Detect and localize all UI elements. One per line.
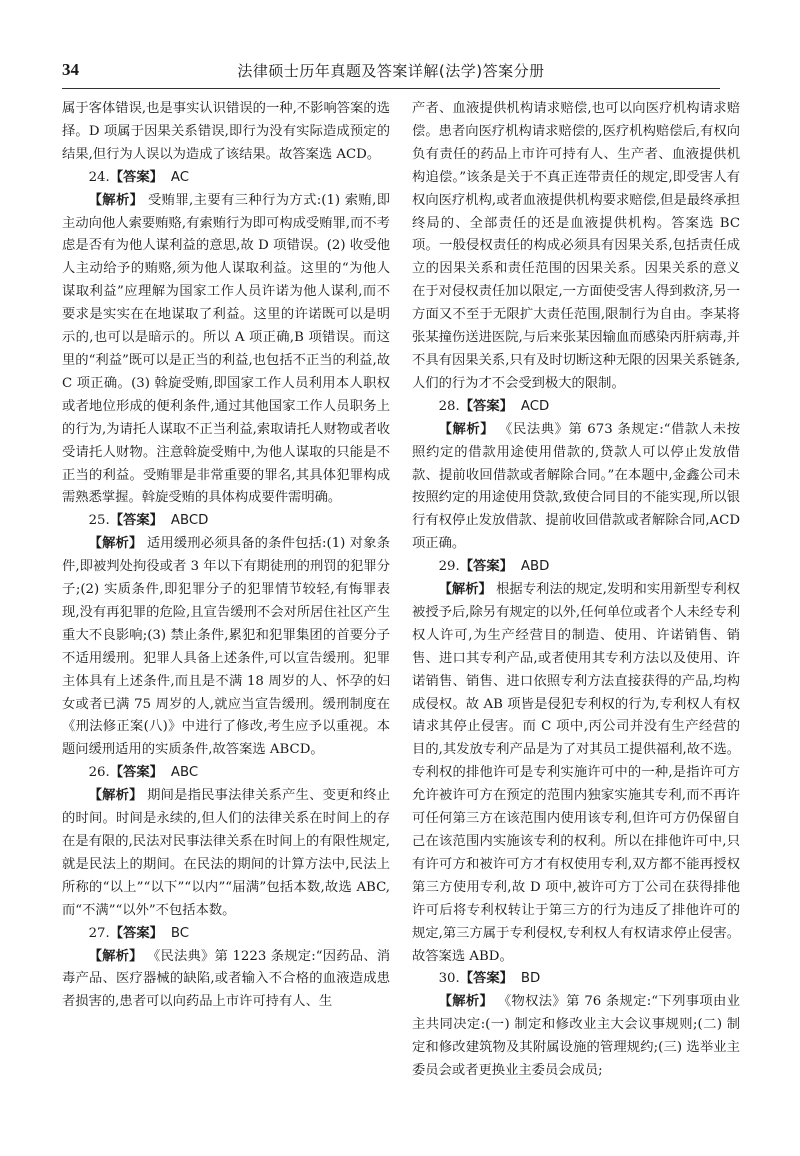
analysis-label: 【解析】 [438, 421, 495, 437]
continuation-paragraph: 产者、血液提供机构请求赔偿,也可以向医疗机构请求赔偿。患者向医疗机构请求赔偿的,医疗机构赔偿后,有权向负有责任的药品上市许可持有人、生产者、血液提供机构追偿。”该条是关于不真正连带责任的规定,即受害人有权向医疗机构,或者血液提供机构要求赔偿,但是最终承担终局的、全部责任的还是血液提供机构。答案选 BC 项。一般侵权责任的构成必须具有因果关系,包括责任成立的因果关系和责任范围的因果关系。因果关系的意义在于对侵权责任加以限定,一方面使受害人得到救济,另一方面又不至于无限扩大责任范围,限制行为自由。李某将张某撞伤送进医院,与后来张某因输血而感染丙肝病毒,并不具有因果关系,只有及时切断这种无限的因果关系链条,人们的行为才不会受到极大的限制。 [412, 101, 740, 391]
analysis-paragraph-29 [412, 579, 740, 968]
analysis-text: 适用缓刑必须具备的条件包括:(1) 对象条件,即被判处拘役或者 3 年以下有期徒刑的刑罚的犯罪分子;(2) 实质条件,即犯罪分子的犯罪情节较轻,有悔罪表现,没有再犯罪的危险,且宣告缓刑不会对所居住社区产生重大不良影响;(3) 禁止条件,累犯和犯罪集团的首要分子不适用缓刑。犯罪人具备上述条件,可以宣告缓刑。犯罪主体具有上述条件,而且是不满 18 周岁的人、怀孕的妇女或者已满 75 周岁的人,就应当宣告缓刑。缓刑制度在《刑法修正案(八)》中进行了修改,考生应予以重视。本题问缓刑适用的实质条件,故答案选 ABCD。 [62, 536, 390, 758]
analysis-label: 【解析】 [88, 788, 143, 804]
answer-line-30 [412, 968, 740, 991]
analysis-paragraph-26 [62, 785, 390, 922]
analysis-text: 根据专利法的规定,发明和实用新型专利权被授予后,除另有规定的以外,任何单位或者个人未经专利权人许可,为生产经营目的制造、使用、许诺销售、销售、进口其专利产品,或者使用其专利方法以及使用、许诺销售、销售、进口依照专利方法直接获得的产品,均构成侵权。故 AB 项皆是侵犯专利权的行为,专利权人有权请求其停止侵害。而 C 项中,丙公司并没有生产经营的目的,其发放专利产品是为了对其员工提供福利,故不选。专利权的排他许可是专利实施许可中的一种,是指许可方允许被许可方在预定的范围内独家实施其专利,而不再许可任何第三方在该范围内使用该专利,但许可方仍保留自己在该范围内实施该专利的权利。所以在排他许可中,只有许可方和被许可方才有权使用专利,双方都不能再授权第三方使用专利,故 D 项中,被许可方丁公司在获得排他许可后将专利权转让于第三方的行为违反了排他许可的规定,第三方属于专利侵权,专利权人有权请求停止侵害。故答案选 ABD。 [412, 582, 740, 964]
answer-label: 【答案】 [109, 765, 163, 781]
question-number: 26. [88, 765, 110, 781]
answer-value: ABCD [170, 513, 209, 529]
header-divider [62, 88, 720, 89]
analysis-text: 受贿罪,主要有三种行为方式:(1) 索贿,即主动向他人索要贿赂,有索贿行为即可构成受贿罪,而不考虑是否有为他人谋利益的意思,故 D 项错误。(2) 收受他人主动给予的贿赂,须为他人谋取利益。这里的“为他人谋取利益”应理解为国家工作人员许诺为他人谋利,而不要求是实实在在地谋取了利益。这里的许诺既可以是明示的,也可以是暗示的。所以 A 项正确,B 项错误。而这里的“利益”既可以是正当的利益,也包括不正当的利益,故 C 项正确。(3) 斡旋受贿,即国家工作人员利用本人职权或者地位形成的便利条件,通过其他国家工作人员职务上的行为,为请托人谋取不正当利益,索取请托人财物或者收受请托人财物。注意斡旋受贿中,为他人谋取的只能是不正当的利益。受贿罪是非常重要的罪名,其具体犯罪构成需熟悉掌握。斡旋受贿的具体构成要件需明确。 [62, 192, 391, 506]
analysis-label: 【解析】 [438, 994, 494, 1010]
question-number: 28. [438, 398, 460, 414]
answer-line-26 [62, 762, 390, 785]
analysis-label: 【解析】 [88, 192, 144, 208]
answer-line-28 [412, 396, 740, 419]
analysis-text: 《民法典》第 673 条规定:“借款人未按照约定的借款用途使用借款的,贷款人可以停止发放借款、提前收回借款或者解除合同。”在本题中,金鑫公司未按照约定的用途使用贷款,致使合同目的不能实现,所以银行有权停止发放借款、提前收回借款或者解除合同,ACD 项正确。 [412, 421, 740, 552]
book-title: 法律硕士历年真题及答案详解(法学)答案分册 [237, 62, 545, 80]
answer-label: 【答案】 [109, 513, 163, 529]
answer-label: 【答案】 [459, 559, 513, 575]
answer-line-25 [62, 510, 390, 533]
answer-label: 【答案】 [459, 971, 513, 987]
question-number: 25. [88, 513, 110, 529]
analysis-paragraph-30 [412, 991, 740, 1083]
analysis-paragraph-25 [62, 533, 390, 762]
analysis-paragraph-24 [62, 190, 390, 511]
answer-value: ABC [170, 765, 199, 781]
right-column [412, 98, 740, 1083]
answer-label: 【答案】 [109, 925, 163, 941]
answer-value: ACD [520, 398, 550, 414]
answer-line-29 [412, 556, 740, 579]
left-column [62, 98, 390, 1014]
analysis-text: 《物权法》第 76 条规定:“下列事项由业主共同决定:(一) 制定和修改业主大会议事规则;(二) 制定和修改建筑物及其附属设施的管理规约;(三) 选举业主委员会或者更换业主委员会成员; [412, 994, 741, 1079]
question-number: 27. [88, 925, 110, 941]
analysis-label: 【解析】 [438, 582, 492, 598]
analysis-text: 《民法典》第 1223 条规定:“因药品、消毒产品、医疗器械的缺陷,或者输入不合格的血液造成患者损害的,患者可以向药品上市许可持有人、生 [62, 948, 390, 1010]
question-number: 29. [438, 559, 460, 575]
answer-line-27 [62, 923, 390, 946]
intro-paragraph: 属于客体错误,也是事实认识错误的一种,不影响答案的选择。D 项属于因果关系错误,即行为没有实际造成预定的结果,但行为人误以为造成了该结果。故答案选 ACD。 [62, 101, 390, 162]
analysis-paragraph-28 [412, 419, 740, 556]
answer-value: BC [170, 925, 190, 941]
answer-value: AC [170, 169, 190, 185]
answer-value: ABD [520, 559, 550, 575]
analysis-label: 【解析】 [88, 536, 143, 552]
analysis-label: 【解析】 [88, 948, 143, 964]
analysis-paragraph-27 [62, 946, 390, 1015]
page-number: 34 [62, 60, 79, 79]
question-number: 24. [88, 169, 110, 185]
answer-label: 【答案】 [459, 398, 513, 414]
answer-value: BD [520, 971, 541, 987]
answer-line-24 [62, 167, 390, 190]
analysis-text: 期间是指民事法律关系产生、变更和终止的时间。时间是永续的,但人们的法律关系在时间上的存在是有限的,民法对民事法律关系在时间上的有限性规定,就是民法上的期间。在民法的期间的计算方法中,民法上所称的“以上”“以下”“以内”“届满”包括本数,故选 ABC,而“不满”“以外”不包括本数。 [62, 788, 391, 918]
answer-label: 【答案】 [109, 169, 163, 185]
question-number: 30. [438, 971, 460, 987]
page-header [62, 58, 720, 86]
